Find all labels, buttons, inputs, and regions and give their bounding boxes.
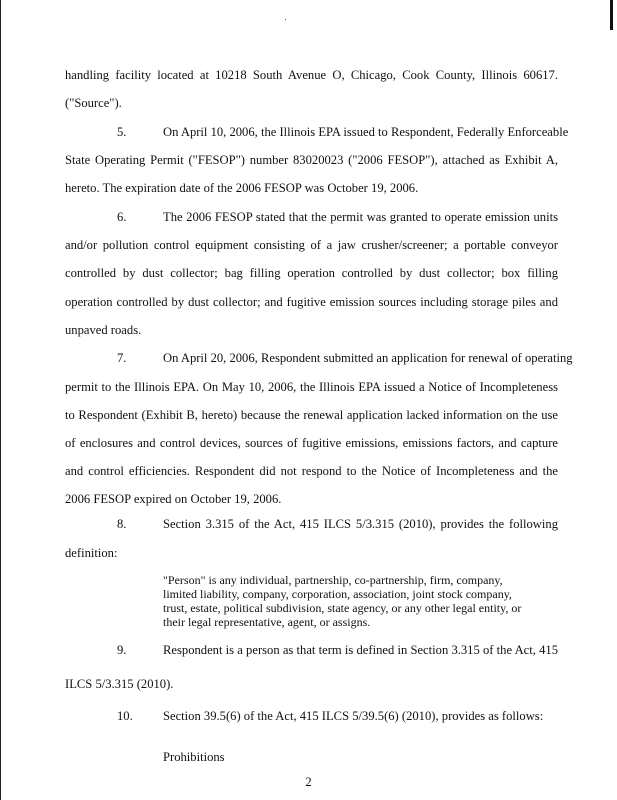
body-line: and/or pollution control equipment consisting of a jaw crusher/screener; a portable conveyor xyxy=(65,238,558,252)
scan-edge-right xyxy=(610,0,613,30)
page-number: 2 xyxy=(305,775,312,789)
body-line: handling facility located at 10218 South Avenue O, Chicago, Cook County, Illinois 60617. xyxy=(65,68,558,82)
paragraph-number: 9. xyxy=(117,643,127,657)
body-line: Respondent is a person as that term is defined in Section 3.315 of the Act, 415 xyxy=(163,643,558,657)
body-line: State Operating Permit ("FESOP") number 83020023 ("2006 FESOP"), attached as Exhibit A, xyxy=(65,153,558,167)
body-line: and control efficiencies. Respondent did not respond to the Notice of Incompleteness and the xyxy=(65,464,558,478)
paragraph-number: 6. xyxy=(117,210,127,224)
body-line: of enclosures and control devices, sources of fugitive emissions, emissions factors, and capture xyxy=(65,436,558,450)
body-line: controlled by dust collector; bag filling operation controlled by dust collector; box filling xyxy=(65,266,558,280)
body-line: Section 3.315 of the Act, 415 ILCS 5/3.315 (2010), provides the following xyxy=(163,517,558,531)
paragraph-number: 10. xyxy=(117,709,133,723)
body-line: ILCS 5/3.315 (2010). xyxy=(65,677,174,691)
quote-line: their legal representative, agent, or assigns. xyxy=(163,615,371,629)
paragraph-number: 8. xyxy=(117,517,127,531)
body-line: On April 10, 2006, the Illinois EPA issued to Respondent, Federally Enforceable xyxy=(163,125,569,139)
body-line: 2006 FESOP expired on October 19, 2006. xyxy=(65,492,282,506)
body-line: definition: xyxy=(65,546,118,560)
quote-line: trust, estate, political subdivision, state agency, or any other legal entity, or xyxy=(163,601,522,615)
paragraph-number: 5. xyxy=(117,125,127,139)
body-line: On April 20, 2006, Respondent submitted an application for renewal of operating xyxy=(163,351,573,365)
scan-speck xyxy=(285,19,286,20)
quote-line: limited liability, company, corporation, association, joint stock company, xyxy=(163,587,512,601)
body-line: to Respondent (Exhibit B, hereto) because the renewal application lacked information on the use xyxy=(65,408,558,422)
body-line: unpaved roads. xyxy=(65,323,142,337)
body-line: hereto. The expiration date of the 2006 FESOP was October 19, 2006. xyxy=(65,181,419,195)
body-line: ("Source"). xyxy=(65,96,122,110)
subheading: Prohibitions xyxy=(163,750,225,764)
body-line: operation controlled by dust collector; and fugitive emission sources including storage piles and xyxy=(65,295,558,309)
paragraph-number: 7. xyxy=(117,351,127,365)
body-line: The 2006 FESOP stated that the permit was granted to operate emission units xyxy=(163,210,558,224)
body-line: permit to the Illinois EPA. On May 10, 2006, the Illinois EPA issued a Notice of Incompleteness xyxy=(65,380,558,394)
scan-edge-left xyxy=(0,0,1,800)
quote-line: "Person" is any individual, partnership, co-partnership, firm, company, xyxy=(163,573,503,587)
body-line: Section 39.5(6) of the Act, 415 ILCS 5/39.5(6) (2010), provides as follows: xyxy=(163,709,544,723)
